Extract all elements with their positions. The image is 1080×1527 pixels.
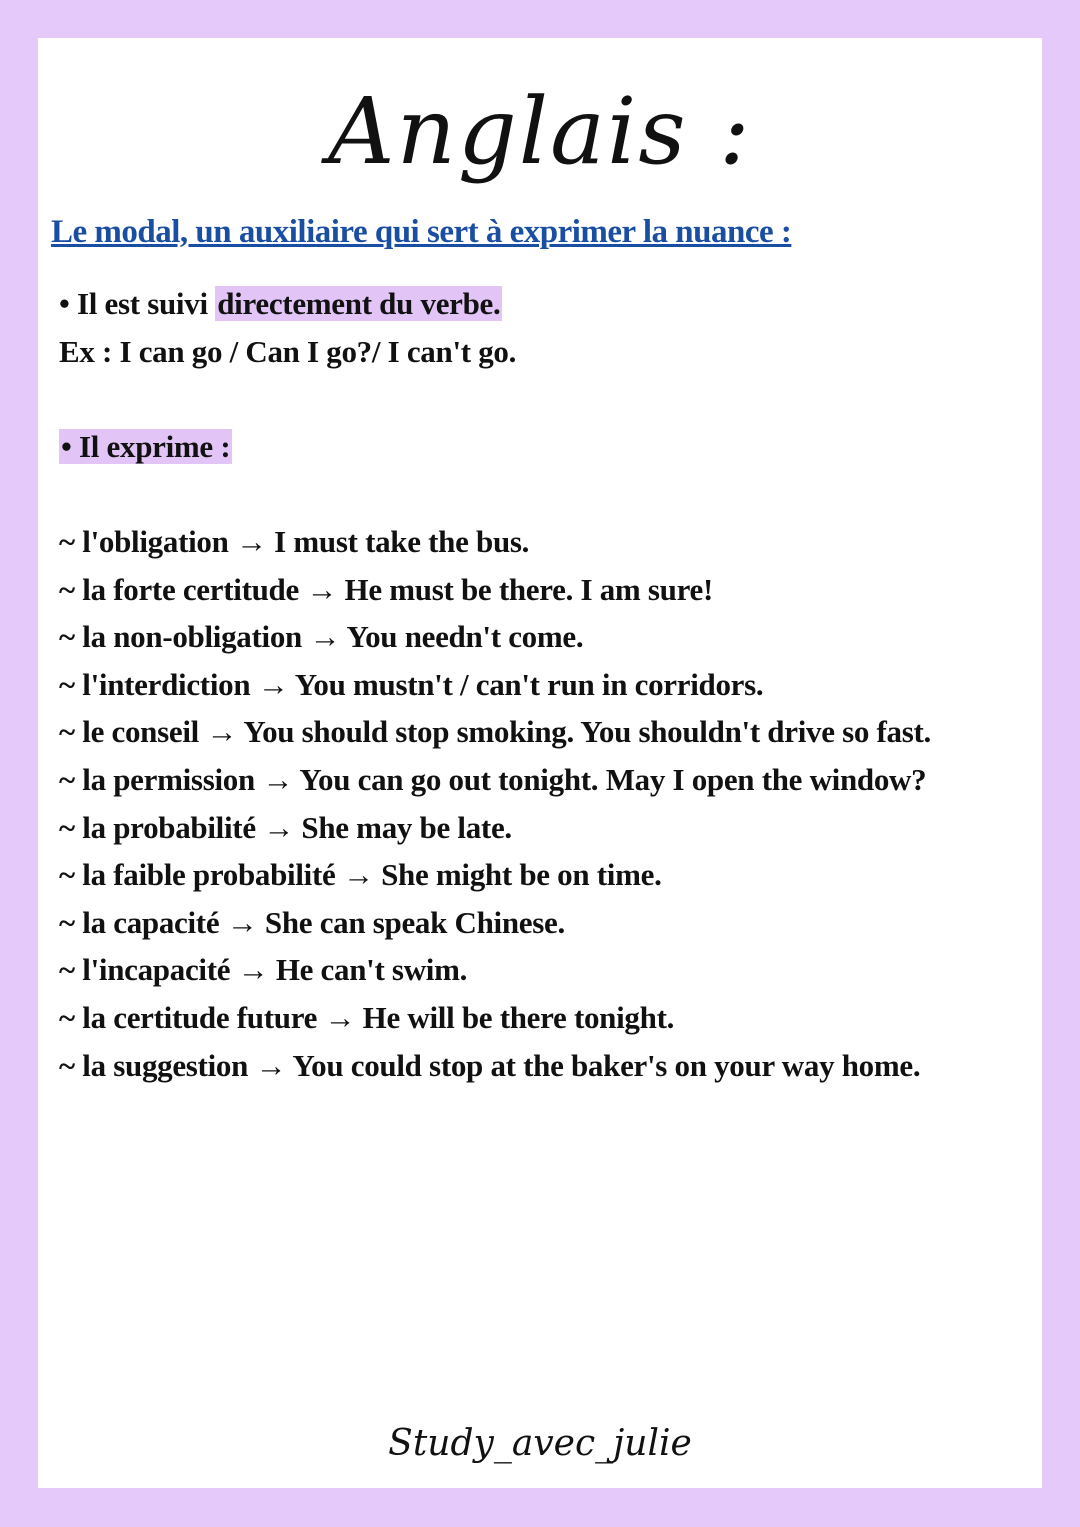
list-item: [59, 708, 1034, 756]
list-item: [59, 804, 1034, 852]
arrow-icon: →: [206, 714, 238, 750]
usage-label: ~ la suggestion: [59, 1047, 249, 1083]
usage-example: He must be there. I am sure!: [344, 571, 713, 607]
point-text: • Il est suivi: [59, 286, 216, 321]
usage-label: ~ la probabilité: [59, 809, 256, 845]
point-expresses: • Il exprime :: [61, 428, 231, 464]
usage-example: She may be late.: [301, 809, 512, 845]
point-follow-verb: [59, 280, 1034, 328]
usage-label: ~ la capacité: [59, 904, 220, 940]
page: [38, 38, 1042, 1488]
usage-example: You mustn't / can't run in corridors.: [294, 666, 764, 702]
list-item: [59, 946, 1034, 994]
usage-example: She can speak Chinese.: [264, 904, 565, 940]
list-item: [59, 994, 1034, 1042]
arrow-icon: →: [255, 1047, 287, 1083]
usage-label: ~ le conseil: [59, 714, 199, 750]
usage-example: You should stop smoking. You shouldn't drive so fast.: [243, 714, 931, 750]
list-item: [59, 518, 1034, 566]
arrow-icon: →: [237, 952, 269, 988]
list-item: [59, 1042, 1034, 1090]
usage-label: ~ la non-obligation: [59, 619, 302, 655]
page-title: Anglais :: [328, 78, 752, 185]
content: [59, 280, 1034, 1089]
usage-label: ~ l'incapacité: [59, 952, 231, 988]
arrow-icon: →: [324, 999, 356, 1035]
usage-label: ~ la forte certitude: [59, 571, 299, 607]
arrow-icon: →: [309, 619, 341, 655]
usage-label: ~ l'obligation: [59, 523, 229, 559]
usage-example: You needn't come.: [346, 619, 584, 655]
usage-example: She might be on time.: [381, 857, 662, 893]
arrow-icon: →: [226, 904, 258, 940]
arrow-icon: →: [306, 571, 338, 607]
usage-list: [59, 518, 1034, 1089]
arrow-icon: →: [263, 809, 294, 845]
arrow-icon: →: [236, 523, 267, 559]
usage-example: You could stop at the baker's on your way home.: [292, 1047, 921, 1083]
arrow-icon: →: [257, 666, 289, 702]
usage-example: He will be there tonight.: [362, 999, 675, 1035]
usage-example: I must take the bus.: [274, 523, 530, 559]
usage-label: ~ la certitude future: [59, 999, 318, 1035]
usage-label: ~ la faible probabilité: [59, 857, 336, 893]
arrow-icon: →: [262, 761, 294, 797]
example-line: Ex : I can go / Can I go?/ I can't go.: [59, 333, 517, 369]
list-item: [59, 566, 1034, 614]
list-item: [59, 613, 1034, 661]
usage-example: He can't swim.: [275, 952, 468, 988]
list-item: [59, 899, 1034, 947]
list-item: [59, 851, 1034, 899]
subtitle: Le modal, un auxiliaire qui sert à exprimer la nuance :: [51, 214, 792, 250]
usage-example: You can go out tonight. May I open the window?: [299, 761, 927, 797]
usage-label: ~ la permission: [59, 761, 255, 797]
signature: Study_avec_julie: [388, 1423, 692, 1464]
arrow-icon: →: [342, 857, 374, 893]
list-item: [59, 661, 1034, 709]
usage-label: ~ l'interdiction: [59, 666, 251, 702]
list-item: [59, 756, 1034, 804]
highlighted-text: directement du verbe.: [217, 286, 501, 321]
